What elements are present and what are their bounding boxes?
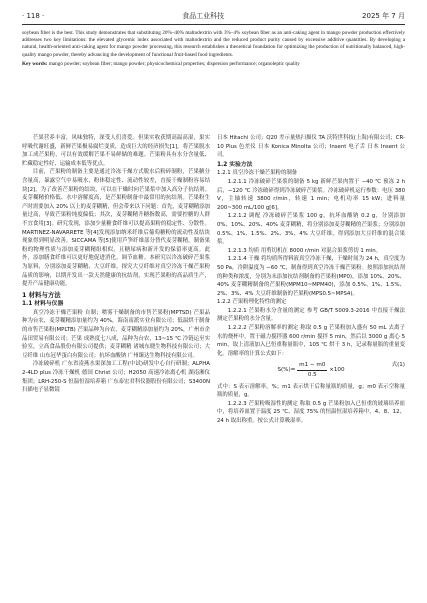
header-rule	[22, 24, 405, 25]
keywords-line	[22, 61, 405, 68]
issue-date: 2025 年 7 月	[362, 12, 405, 20]
intro-paragraph-2: 目前，芒果粉的制备主要是通过冷冻干燥方式脱水后粉碎制粉，芒果糖分含量高，暴露空气中易吸水，粉体稳定性、流动性较差，直接干燥制粉容易结块[2]。为了改善芒果粉的结块，可以在干燥时向芒果浆中加入高分子抗结剂。麦芽糊精价格低、水中溶解度高，是芒果粉制备中最常用的抗结剂。芒果粉生产时需要加入 20% 以上的麦芽糊精，但会带来以下问题：首先，麦芽糊精添加量过高，导致芒果粉纯度偏低；其次，麦芽糊精升糖指数高，需要控糖的人群不宜食用[3]。研究发现，添加少量糖食纤维可以提高果粉的稳定性、分散性。MARTINEZ-NAVARRETE 等[4]发现添加纳米纤维后葡萄糖粉的流动性及结块现象得到明显改善。SICCAMA 等[5]使用芦笋纤维部分替代麦芽糊精，制备果粉的物理性质与添加麦芽糊精组相似，且糖尿病和新开发的保留率更高。此外，添加膳食纤维可以更好地促进消化，调节血糖。本研究以冷冻破碎芒果浆为原料，分别添加麦芽糊精、大豆纤维，探究大豆纤维对真空冷冻干燥芒果粉品质的影响，以期开发出一款天然健康的抗结剂，实现芒果粉的高品质生产，提升产品健康功能。	[22, 169, 210, 288]
formula-lhs: S(%)=	[277, 367, 296, 374]
method-paragraph-homogenize: 1.2.1.3 均质 用剪切机在 8000 r/min 对混合果浆剪切 1 min。	[227, 247, 382, 254]
section-heading-materials-methods: 1 材料与方法	[22, 290, 61, 299]
method-paragraph-moisture: 1.2.2.1 芒果粉水分含量的测定 参考 GB/T 5009.3-2016 中直接干燥法测定芒果粉的水分含量。	[217, 307, 405, 323]
page-number: · 118 ·	[22, 12, 45, 20]
intro-paragraph-1: 芒果营养丰富，风味独特，深受人们喜爱。但果实收获期高温高湿，果实呼吸代谢旺盛，新鲜芒果极易腐烂变质，造成巨大的经济损失[1]。将芒果脱水加工成芒果粉，可以有效缓解芒果不易鲜储的难题。芒果粉具有水分含量低、贮藏稳定性好、运输成本低等优点。	[22, 135, 210, 167]
journal-name: 食品工业科技	[182, 12, 225, 20]
method-paragraph-drying: 1.2.1.4 干燥 将均质所得料液真空冷冻干燥，干燥时间为 24 h，真空度为 50 Pa，冷阱温度为 −60 ℃，制备得到真空冷冻干燥芒果粉。按照添加抗结剂的种类和浓度，分别为未添加抗结剂制备的芒果粉(MP0)，添加 10%、20%、40% 麦芽糊精制备的芒果粉(MPM10~MPM40)，添加 0.5%、1%、1.5%、2%、3%、4% 大豆纤维制备的芒果粉(MPS0.5~MPS4)。	[217, 256, 405, 297]
subsubsection-heading-preparation: 1.2.1 真空冷冻干燥芒果粉的制备	[217, 170, 298, 177]
instruments-paragraph: 冷冻破碎机 广东省凌燕水果深加工工程(中试)研发中心自行研制；ALPHA 2-4LD plus 冷冻干燥机 德国 Christ 公司；H2050 高速冷冻离心机 湖南湘仪集团；LRH-250-S 恒温恒湿培养箱 广东泰宏君科仪器股份有限公司；S3400N 扫描电子显微镜	[22, 361, 210, 394]
keywords-label: Key words:	[22, 60, 48, 67]
page-header	[22, 9, 405, 23]
method-paragraph-hygroscopicity: 1.2.2.3 芒果粉吸湿性的测定 称取 0.5 g 芒果粉加入已恒重的玻璃培养皿中，将培养皿置于温度 25 ℃、湿度 75% 的恒温恒湿培养箱中，4、8、12、24 h 取出称重。按公式计算吸湿率。	[217, 400, 405, 424]
left-column	[22, 134, 210, 395]
formula-fraction	[297, 361, 327, 379]
right-column	[217, 134, 405, 426]
method-paragraph-blending: 1.2.1.2 调配 冷冻破碎芒果浆 100 g，抗坏血酸钠 0.2 g，分别添加 0%、10%、20%、40% 麦芽糊精，将分别添加麦芽糊精的芒果浆；分别添加 0.5%、1%、1.5%、2%、3%、4% 大豆纤维，得到添加大豆纤维的混合果浆。	[217, 213, 405, 246]
abstract-body: soybean fiber is the best. This study demonstrates that substituting 20%–40% maltodextrin with 3%–4% soybean fiber as an anti-caking agent in mango powder production effectively addresses two key limitations: the elevated glycemic index associated with maltodextrin and the reduced product purity caused by excessive additive quantities. By developing a natural, health-oriented anti-caking agent for mango powder processing, this research establishes a theoretical foundation for optimizing the production of nutritionally balanced, high-quality mango powder, thereby advancing the development of functional fruit-based food ingredients.	[22, 30, 405, 58]
formula-numerator: m1 − m0	[297, 361, 327, 371]
keywords-text: mango powder; soybean fiber; mango powder; physicochemical properties; dispersion performance; organoleptic quality	[48, 60, 300, 67]
formula-multiplier: ×100	[329, 367, 345, 374]
instruments-continued: 日本 Hitachi 公司；Q20 差示量热扫描仪 TA 沃特世科技(上海)有限公司；CR-10 Plus 色差仪 日本 Konica Minolta 公司；Insent 电子舌 日本 Insent 公司。	[217, 135, 405, 159]
subsection-heading-methods: 1.2 实验方法	[217, 161, 253, 168]
formula-denominator: 0.5	[307, 372, 317, 379]
english-abstract	[22, 30, 405, 68]
method-paragraph-solubility: 1.2.2.2 芒果粉溶解率的测定 称取 0.5 g 芒果粉加入盛有 50 mL 去离子水的烧杯中，置于磁力搅拌器 600 r/min 搅拌 5 min，然后以 3000 g 离心 5 min，取上清液加入已恒重称量瓶中，105 ℃ 烘干 3 h，记录称量瓶的重量变化。溶解率的计算公式如下：	[217, 325, 405, 357]
solubility-formula	[217, 361, 405, 379]
formula-number: 式(1)	[391, 362, 405, 369]
method-paragraph-pulp: 1.2.1.1 冷冻破碎芒果浆的制备 5 kg 新鲜芒果肉置于 −40 ℃ 预冻 2 h 后，−120 ℃ 冷冻破碎得到冷冻破碎芒果浆。冷冻破碎机运行参数：电压 380 V，主轴转速 3800 r/min，转速 1 min；电机功率 15 kW；进料量 200~300 mL/100 g[6]。	[217, 178, 405, 211]
subsection-heading-materials-instruments: 1.1 材料与仪器	[22, 301, 64, 308]
subsubsection-heading-properties: 1.2.2 芒果粉理化特性的测定	[217, 299, 287, 306]
formula-explanation: 式中：S 表示溶解率，%；m1 表示烘干后称量瓶的质量，g；m0 表示空称量瓶的质量，g。	[217, 383, 405, 399]
materials-paragraph: 真空冷冻干燥芒果粉 自制；喷雾干燥制备的市售芒果粉(MPTSD) 芒果品种为台农，麦芽糊精添加量约为 40%，海南南派实业有限公司；低温烘干制备的市售芒果粉(MPLTB) 芒果品种为台农，麦芽糊精添加量约为 20%，广州市企品田贸易有限公司；芒果 成熟度七八成，品种为台农，13~15 ℃ 冷链运至实验室，立高食品股份有限公司提供；麦芽糊精 诸城东晓生物科技有限公司；大豆纤维 山东冠华蛋白有限公司；抗坏血酸钠 广州臻达生物科技有限公司。	[22, 309, 210, 359]
